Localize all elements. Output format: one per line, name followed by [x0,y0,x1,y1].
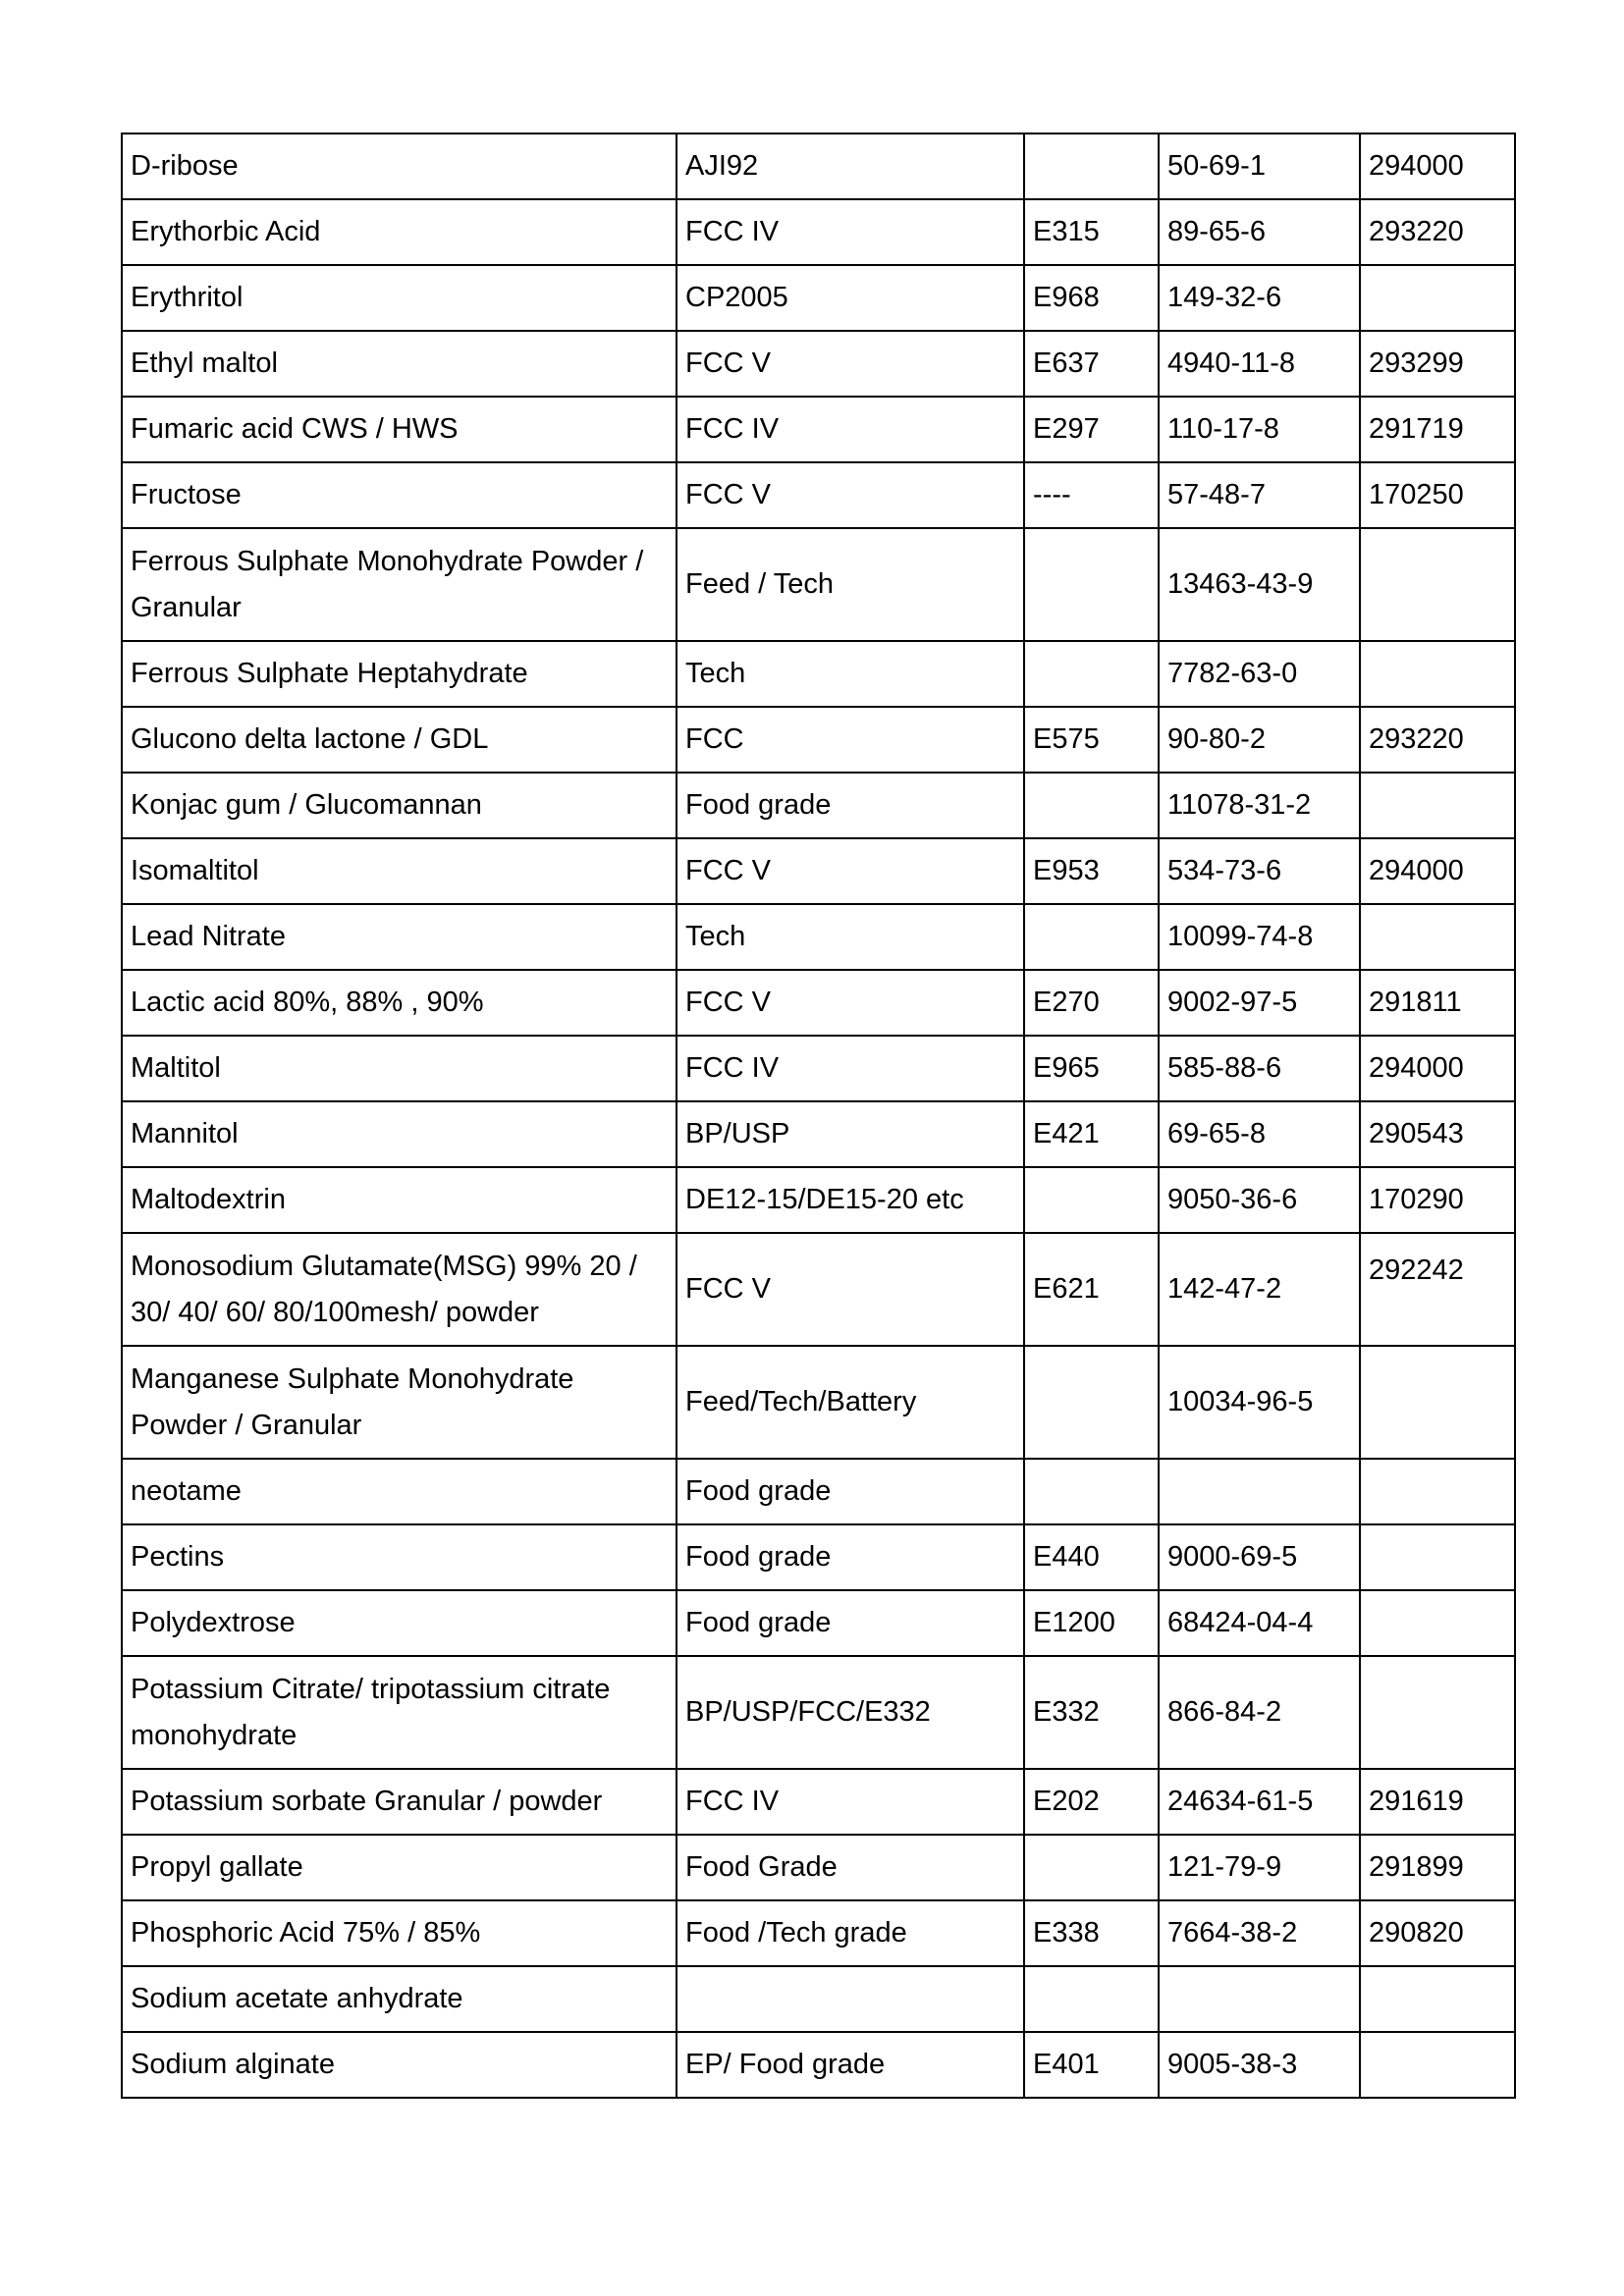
cas-number-cell: 149-32-6 [1159,265,1360,331]
grade-cell: Food grade [677,1524,1024,1590]
table-row [122,331,1515,397]
e-number-cell: E575 [1024,707,1159,773]
hs-code-cell: 170250 [1360,462,1515,528]
cas-number-cell: 9050-36-6 [1159,1167,1360,1233]
e-number-cell [1024,1835,1159,1900]
grade-cell: BP/USP/FCC/E332 [677,1656,1024,1769]
table-row [122,1590,1515,1656]
table-row [122,1167,1515,1233]
cas-number-cell: 534-73-6 [1159,838,1360,904]
table-row [122,838,1515,904]
hs-code-cell: 294000 [1360,1036,1515,1101]
hs-code-cell: 291811 [1360,970,1515,1036]
grade-cell: Feed/Tech/Battery [677,1346,1024,1459]
product-name-cell: Maltitol [122,1036,677,1101]
hs-code-cell: 291619 [1360,1769,1515,1835]
cas-number-cell: 90-80-2 [1159,707,1360,773]
hs-code-cell [1360,1590,1515,1656]
grade-cell: FCC IV [677,1769,1024,1835]
cas-number-cell: 50-69-1 [1159,133,1360,199]
product-name-cell: Ferrous Sulphate Monohydrate Powder / Granular [122,528,677,641]
e-number-cell: E621 [1024,1233,1159,1346]
e-number-cell: ---- [1024,462,1159,528]
e-number-cell: E421 [1024,1101,1159,1167]
table-row [122,199,1515,265]
table-row [122,1966,1515,2032]
grade-cell: FCC [677,707,1024,773]
grade-cell: Food Grade [677,1835,1024,1900]
e-number-cell [1024,1167,1159,1233]
product-name-cell: Ferrous Sulphate Heptahydrate [122,641,677,707]
table-row [122,641,1515,707]
product-name-cell: Pectins [122,1524,677,1590]
hs-code-cell: 290820 [1360,1900,1515,1966]
table-row [122,133,1515,199]
grade-cell: FCC V [677,331,1024,397]
product-table [121,133,1516,2099]
hs-code-cell: 293299 [1360,331,1515,397]
hs-code-cell: 292242 [1360,1233,1515,1346]
product-name-cell: Erythritol [122,265,677,331]
hs-code-cell [1360,1346,1515,1459]
table-row [122,265,1515,331]
product-name-cell: Sodium alginate [122,2032,677,2098]
cas-number-cell: 68424-04-4 [1159,1590,1360,1656]
e-number-cell: E965 [1024,1036,1159,1101]
hs-code-cell [1360,1459,1515,1524]
table-row [122,1459,1515,1524]
product-name-cell: Maltodextrin [122,1167,677,1233]
e-number-cell [1024,133,1159,199]
cas-number-cell [1159,1966,1360,2032]
table-row [122,904,1515,970]
e-number-cell [1024,528,1159,641]
product-name-cell: Mannitol [122,1101,677,1167]
cas-number-cell: 7782-63-0 [1159,641,1360,707]
product-name-cell: Lead Nitrate [122,904,677,970]
grade-cell: Food /Tech grade [677,1900,1024,1966]
hs-code-cell: 294000 [1360,133,1515,199]
product-name-cell: Ethyl maltol [122,331,677,397]
hs-code-cell: 291719 [1360,397,1515,462]
e-number-cell [1024,773,1159,838]
product-name-cell: Isomaltitol [122,838,677,904]
grade-cell: CP2005 [677,265,1024,331]
table-row [122,1233,1515,1346]
grade-cell: FCC IV [677,199,1024,265]
cas-number-cell: 110-17-8 [1159,397,1360,462]
e-number-cell [1024,641,1159,707]
cas-number-cell: 10099-74-8 [1159,904,1360,970]
product-name-cell: neotame [122,1459,677,1524]
table-row [122,1524,1515,1590]
table-row [122,970,1515,1036]
grade-cell: Food grade [677,773,1024,838]
e-number-cell: E1200 [1024,1590,1159,1656]
hs-code-cell: 290543 [1360,1101,1515,1167]
table-row [122,1101,1515,1167]
cas-number-cell: 121-79-9 [1159,1835,1360,1900]
e-number-cell: E315 [1024,199,1159,265]
hs-code-cell: 291899 [1360,1835,1515,1900]
table-row [122,1835,1515,1900]
table-row [122,707,1515,773]
grade-cell: FCC V [677,1233,1024,1346]
e-number-cell: E968 [1024,265,1159,331]
product-name-cell: Polydextrose [122,1590,677,1656]
grade-cell: FCC IV [677,397,1024,462]
e-number-cell [1024,1346,1159,1459]
cas-number-cell: 4940-11-8 [1159,331,1360,397]
product-name-cell: Manganese Sulphate Monohydrate Powder / Granular [122,1346,677,1459]
product-name-cell: Fructose [122,462,677,528]
cas-number-cell: 11078-31-2 [1159,773,1360,838]
product-name-cell: Fumaric acid CWS / HWS [122,397,677,462]
e-number-cell: E338 [1024,1900,1159,1966]
table-row [122,397,1515,462]
product-name-cell: Erythorbic Acid [122,199,677,265]
product-name-cell: Sodium acetate anhydrate [122,1966,677,2032]
table-row [122,773,1515,838]
product-name-cell: Monosodium Glutamate(MSG) 99% 20 / 30/ 40/ 60/ 80/100mesh/ powder [122,1233,677,1346]
grade-cell: Food grade [677,1590,1024,1656]
cas-number-cell: 89-65-6 [1159,199,1360,265]
e-number-cell [1024,1966,1159,2032]
e-number-cell: E297 [1024,397,1159,462]
grade-cell: FCC V [677,838,1024,904]
e-number-cell: E953 [1024,838,1159,904]
hs-code-cell [1360,641,1515,707]
e-number-cell: E332 [1024,1656,1159,1769]
e-number-cell: E440 [1024,1524,1159,1590]
table-row [122,1769,1515,1835]
hs-code-cell: 294000 [1360,838,1515,904]
cas-number-cell: 69-65-8 [1159,1101,1360,1167]
product-name-cell: Phosphoric Acid 75% / 85% [122,1900,677,1966]
grade-cell: DE12-15/DE15-20 etc [677,1167,1024,1233]
hs-code-cell: 293220 [1360,707,1515,773]
cas-number-cell: 13463-43-9 [1159,528,1360,641]
cas-number-cell: 24634-61-5 [1159,1769,1360,1835]
product-name-cell: Potassium Citrate/ tripotassium citrate monohydrate [122,1656,677,1769]
e-number-cell: E202 [1024,1769,1159,1835]
hs-code-cell [1360,1524,1515,1590]
table-row [122,1900,1515,1966]
cas-number-cell: 585-88-6 [1159,1036,1360,1101]
cas-number-cell: 10034-96-5 [1159,1346,1360,1459]
cas-number-cell: 57-48-7 [1159,462,1360,528]
grade-cell: FCC IV [677,1036,1024,1101]
grade-cell: Tech [677,641,1024,707]
grade-cell: Food grade [677,1459,1024,1524]
grade-cell: Tech [677,904,1024,970]
table-row [122,1346,1515,1459]
table-row [122,462,1515,528]
cas-number-cell: 7664-38-2 [1159,1900,1360,1966]
cas-number-cell: 9000-69-5 [1159,1524,1360,1590]
e-number-cell: E401 [1024,2032,1159,2098]
product-name-cell: Glucono delta lactone / GDL [122,707,677,773]
product-name-cell: D-ribose [122,133,677,199]
table-row [122,2032,1515,2098]
grade-cell: FCC V [677,970,1024,1036]
hs-code-cell [1360,773,1515,838]
cas-number-cell: 9002-97-5 [1159,970,1360,1036]
grade-cell: Feed / Tech [677,528,1024,641]
grade-cell: BP/USP [677,1101,1024,1167]
cas-number-cell: 866-84-2 [1159,1656,1360,1769]
hs-code-cell: 293220 [1360,199,1515,265]
cas-number-cell [1159,1459,1360,1524]
hs-code-cell [1360,2032,1515,2098]
grade-cell [677,1966,1024,2032]
hs-code-cell [1360,1966,1515,2032]
e-number-cell [1024,904,1159,970]
e-number-cell: E270 [1024,970,1159,1036]
product-name-cell: Konjac gum / Glucomannan [122,773,677,838]
grade-cell: FCC V [677,462,1024,528]
grade-cell: EP/ Food grade [677,2032,1024,2098]
hs-code-cell [1360,265,1515,331]
product-name-cell: Propyl gallate [122,1835,677,1900]
hs-code-cell: 170290 [1360,1167,1515,1233]
product-name-cell: Potassium sorbate Granular / powder [122,1769,677,1835]
hs-code-cell [1360,1656,1515,1769]
grade-cell: AJI92 [677,133,1024,199]
table-row [122,528,1515,641]
hs-code-cell [1360,528,1515,641]
hs-code-cell [1360,904,1515,970]
cas-number-cell: 9005-38-3 [1159,2032,1360,2098]
table-row [122,1656,1515,1769]
product-name-cell: Lactic acid 80%, 88% , 90% [122,970,677,1036]
e-number-cell [1024,1459,1159,1524]
e-number-cell: E637 [1024,331,1159,397]
table-row [122,1036,1515,1101]
cas-number-cell: 142-47-2 [1159,1233,1360,1346]
